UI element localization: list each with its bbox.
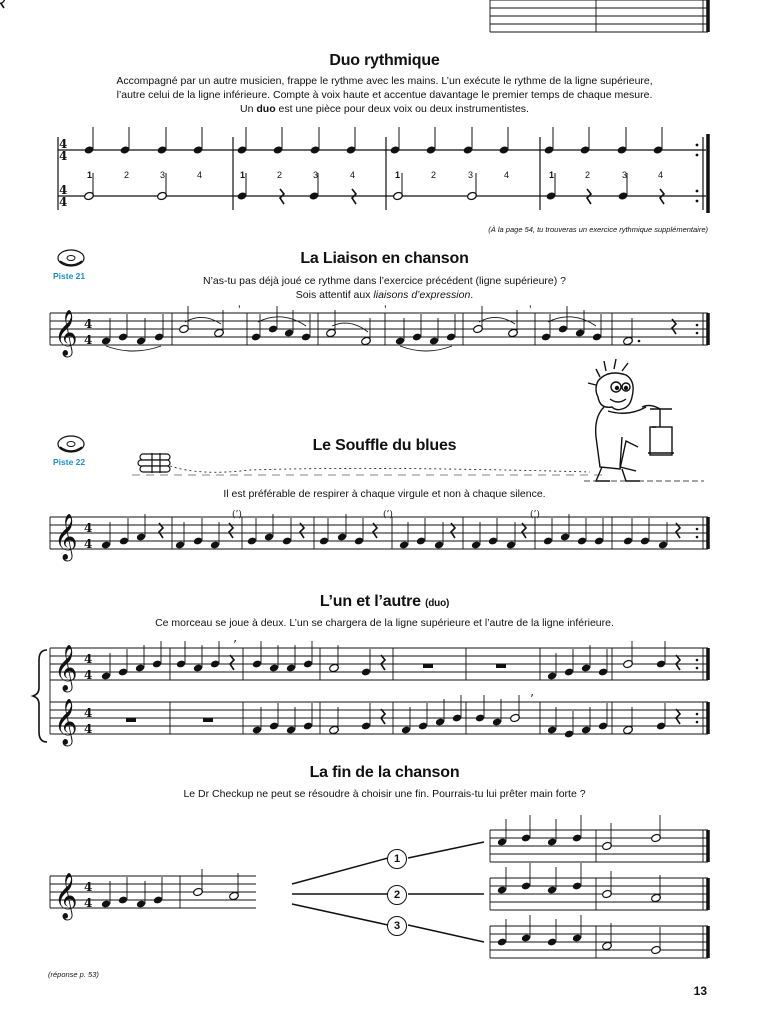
- count-3: 3: [313, 170, 319, 180]
- duo-bold-word: duo: [256, 103, 276, 115]
- count-4: 4: [350, 170, 356, 180]
- liaison-italic-term: liaisons d’expression: [373, 289, 471, 301]
- fin-instruction-line-1: Le Dr Checkup ne peut se résoudre à choisir une fin. Pourrais-tu lui prêter main forte ?: [183, 788, 586, 800]
- section-title-blues: Le Souffle du blues: [312, 437, 457, 454]
- option-2-badge: 2: [387, 885, 407, 905]
- svg-text:4: 4: [59, 149, 68, 163]
- section-title-liaison: La Liaison en chanson: [300, 250, 469, 267]
- page-number: 13: [693, 984, 707, 998]
- svg-text:4: 4: [84, 537, 93, 551]
- count-3: 3: [622, 170, 628, 180]
- svg-text:’: ’: [384, 303, 387, 317]
- count-1: 1: [395, 170, 401, 180]
- piste-21-label: Piste 21: [53, 271, 86, 281]
- svg-text:(’): (’): [530, 510, 540, 520]
- fin-footnote: (réponse p. 53): [48, 970, 99, 979]
- svg-text:(’): (’): [383, 510, 393, 520]
- svg-text:(’): (’): [232, 510, 242, 520]
- svg-text:’: ’: [530, 692, 534, 706]
- count-1: 1: [549, 170, 555, 180]
- count-1: 1: [240, 170, 246, 180]
- count-3: 3: [160, 170, 166, 180]
- count-3: 3: [468, 170, 474, 180]
- svg-text:4: 4: [84, 333, 93, 347]
- svg-text:4: 4: [59, 137, 68, 151]
- svg-text:𝄞: 𝄞: [54, 699, 78, 745]
- svg-text:4: 4: [59, 183, 68, 197]
- duo-instruction-line-3: Un duo est une pièce pour deux voix ou deux instrumentistes.: [240, 103, 529, 115]
- unautre-subtitle: (duo): [425, 598, 450, 609]
- svg-text:’: ’: [233, 638, 237, 652]
- svg-text:4: 4: [59, 195, 68, 209]
- svg-text:4: 4: [84, 521, 93, 535]
- count-2: 2: [585, 170, 591, 180]
- unautre-instruction-line-1: Ce morceau se joue à deux. L’un se chargera de la ligne supérieure et l’autre de la ligne inférieure.: [155, 617, 614, 629]
- svg-text:’: ’: [238, 303, 241, 317]
- count-1: 1: [87, 170, 93, 180]
- count-2: 2: [124, 170, 130, 180]
- piste-22-label: Piste 22: [53, 457, 86, 467]
- section-title-duo: Duo rythmique: [329, 52, 440, 69]
- svg-text:4: 4: [84, 317, 93, 331]
- count-2: 2: [431, 170, 437, 180]
- section-title-fin: La fin de la chanson: [309, 764, 460, 781]
- count-4: 4: [504, 170, 510, 180]
- duo-footnote: (À la page 54, tu trouveras un exercice rythmique supplémentaire): [488, 225, 708, 234]
- liaison-instruction-line-2: Sois attentif aux liaisons d’expression.: [295, 289, 474, 301]
- count-4: 4: [658, 170, 664, 180]
- blues-instruction-line-1: Il est préférable de respirer à chaque virgule et non à chaque silence.: [223, 488, 546, 500]
- count-2: 2: [277, 170, 283, 180]
- section-title-unautre: L’un et l’autre (duo): [319, 593, 450, 610]
- svg-text:4: 4: [84, 652, 93, 666]
- svg-text:𝄞: 𝄞: [54, 310, 78, 356]
- svg-text:4: 4: [84, 668, 93, 682]
- option-3-badge: 3: [387, 916, 407, 936]
- svg-text:𝄞: 𝄞: [54, 514, 78, 560]
- svg-text:𝄞: 𝄞: [54, 645, 78, 691]
- svg-text:4: 4: [84, 880, 93, 894]
- svg-text:4: 4: [84, 896, 93, 910]
- duo-instruction-line-1: Accompagné par un autre musicien, frappe le rythme avec les mains. L’un exécute le rythme de la ligne supérieure,: [116, 75, 653, 87]
- count-4: 4: [197, 170, 203, 180]
- svg-text:4: 4: [84, 722, 93, 736]
- svg-text:4: 4: [84, 706, 93, 720]
- liaison-instruction-line-1: N’as-tu pas déjà joué ce rythme dans l’exercice précédent (ligne supérieure) ?: [202, 275, 567, 287]
- duo-instruction-line-2: l’autre celui de la ligne inférieure. Compte à voix haute et accentue davantage le premier temps de chaque mesure.: [116, 89, 653, 101]
- svg-text:’: ’: [529, 303, 532, 317]
- option-1-badge: 1: [387, 849, 407, 869]
- svg-text:𝄞: 𝄞: [54, 873, 78, 919]
